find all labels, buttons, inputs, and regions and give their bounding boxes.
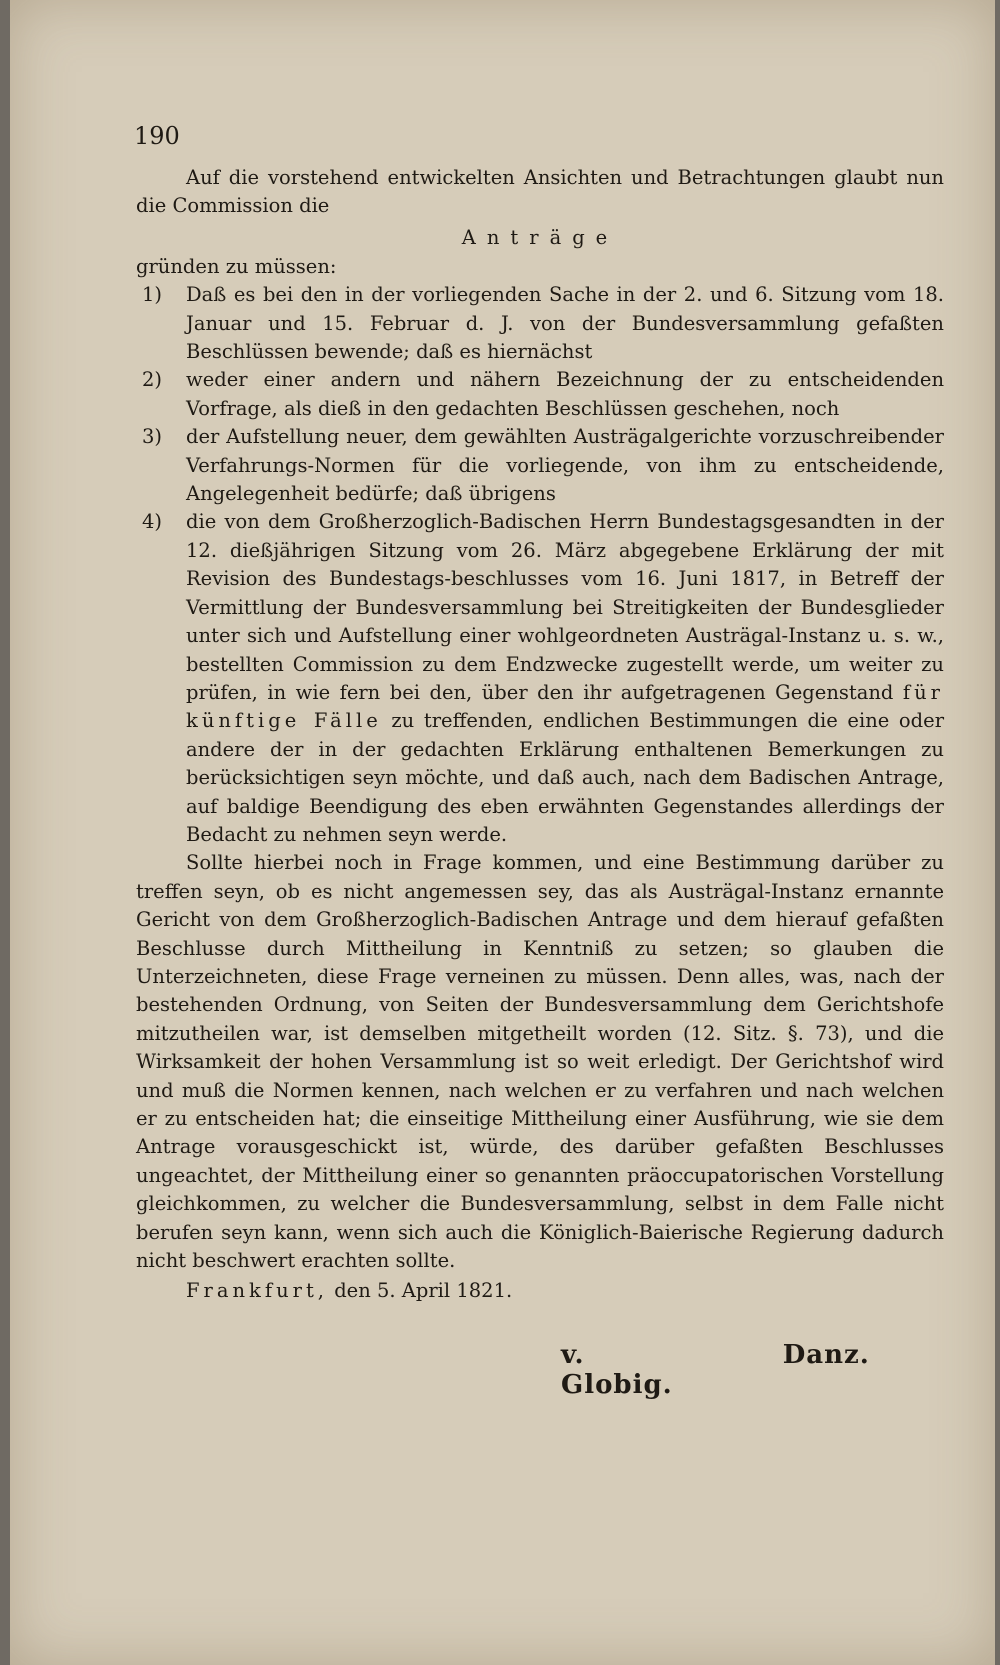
item-text: der Aufstellung neuer, dem gewählten Austrägalgerichte vorzuschreibender Verfahrungs-Normen für die vorliegende, von ihm zu entscheidende, Angelegenheit bedürfe; daß übrigens [186, 425, 944, 506]
date-line [136, 1277, 944, 1305]
item-text-after: zu treffenden, endlichen Bestimmungen die eine oder andere der in der gedachten Erklärung enthaltenen Bemerkungen zu berücksichtigen seyn möchte, und daß auch, nach dem Badischen Antrage, auf baldige Beendigung des eben erwähnten Gegenstandes allerdings der Bedacht zu nehmen seyn werde. [186, 709, 945, 846]
signature-danz: Danz. [782, 1339, 870, 1370]
item-text-before: die von dem Großherzoglich-Badischen Herrn Bundestagsgesandten in der 12. dießjährigen Sitzung vom 26. März abgegebene Erklärung der mit Revision des Bundestags-beschlusses vom 16. Juni 1817, in Betreff der Vermittlung der Bundesversammlung bei Streitigkeiten der Bundesglieder unter sich und Aufstellung einer wohlgeordneten Austrägal-Instanz u. s. w., bestellten Commission zu dem Endzwecke zugestellt werde, um weiter zu prüfen, in wie fern bei den, über den ihr aufgetragenen Gegenstand [186, 510, 944, 704]
grounds-line: gründen zu müssen: [136, 254, 337, 278]
list-item-3 [136, 423, 944, 508]
closing-paragraph: Sollte hierbei noch in Frage kommen, und eine Bestimmung darüber zu treffen seyn, ob es nicht angemessen sey, das als Austrägal-Instanz ernannte Gericht von dem Großherzoglich-Badischen Antrage und dem hierauf gefaßten Beschlusse durch Mittheilung in Kenntniß zu setzen; so glauben die Unterzeichneten, diese Frage verneinen zu müssen. Denn alles, was, nach der bestehenden Ordnung, von Seiten der Bundesversammlung dem Gerichtshofe mitzutheilen war, ist demselben mitgetheilt worden (12. Sitz. §. 73), und die Wirksamkeit der hohen Versammlung ist so weit erledigt. Der Gerichtshof wird und muß die Normen kennen, nach welchen er zu verfahren und nach welchen er zu entscheiden hat; die einseitige Mittheilung einer Ausführung, wie sie dem Antrage vorausgeschickt ist, würde, des darüber gefaßten Beschlusses ungeachtet, der Mittheilung einer so genannten präoccupatorischen Vorstellung gleichkommen, zu welcher die Bundesversammlung, selbst in dem Falle nicht berufen seyn kann, wenn sich auch die Königlich-Baierische Regierung dadurch nicht beschwert erachten sollte. [136, 851, 944, 1273]
intro-line: Auf die vorstehend entwickelten Ansichten und Betrachtungen glaubt nun die Commission die [136, 166, 944, 218]
document-page [10, 0, 995, 1665]
list-item-2 [136, 366, 944, 423]
list-item-4 [136, 508, 944, 849]
item-text: weder einer andern und nähern Bezeichnung der zu entscheidenden Vorfrage, als dieß in den gedachten Beschlüssen geschehen, noch [186, 368, 944, 420]
signatures [136, 1340, 944, 1400]
heading-antraege: Anträge [461, 225, 619, 249]
list-item-1 [136, 281, 944, 366]
date-city: Frankfurt, [186, 1279, 328, 1303]
date-rest: den 5. April 1821. [334, 1279, 513, 1303]
item-text: Daß es bei den in der vorliegenden Sache in der 2. und 6. Sitzung vom 18. Januar und 15. Februar d. J. von der Bundesversammlung gefaßten Beschlüssen bewende; daß es hiernächst [186, 283, 944, 364]
item-text [186, 508, 944, 849]
page-number: 190 [134, 122, 180, 150]
item-number: 1) [142, 283, 163, 307]
spaced-emphasis: für künftige Fälle [186, 680, 944, 733]
item-number: 2) [142, 368, 163, 392]
signature-globig: v. Globig. [561, 1339, 673, 1400]
page-text [136, 122, 944, 1400]
item-number: 4) [142, 510, 163, 534]
item-number: 3) [142, 425, 163, 449]
